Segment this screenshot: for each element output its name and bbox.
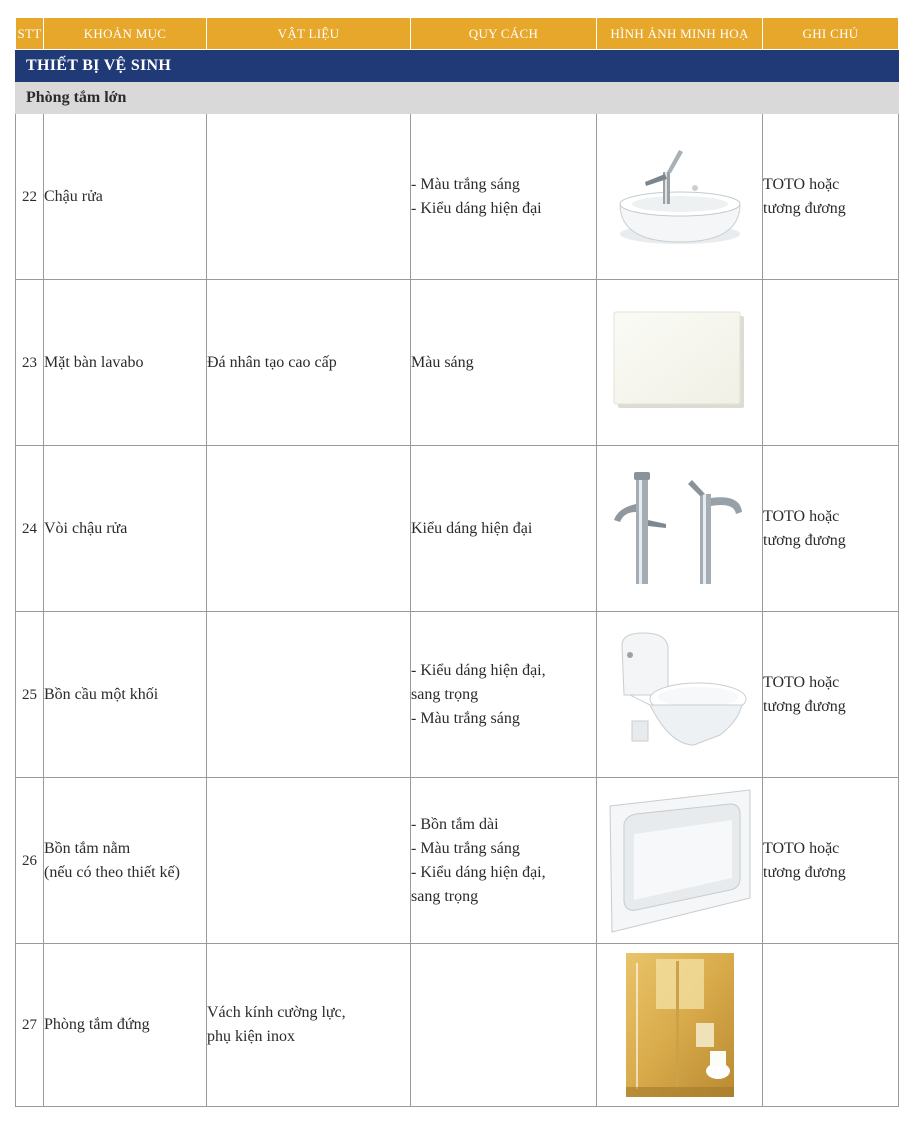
rows.4.note-line: TOTO hoặc <box>763 839 840 857</box>
row-note <box>763 280 899 446</box>
shower-room-icon <box>626 1016 734 1033</box>
row-illustration <box>597 446 763 612</box>
row-stt: 22 <box>16 114 44 280</box>
rows.1.material-line: Đá nhân tạo cao cấp <box>207 353 337 371</box>
section-row <box>16 50 899 82</box>
rows.1.item-line: Mặt bàn lavabo <box>44 353 144 371</box>
rows.3.note-line: tương đương <box>763 697 846 715</box>
rows.0.spec-line: - Kiểu dáng hiện đại <box>411 199 542 217</box>
row-stt: 26 <box>16 778 44 944</box>
row-item <box>44 778 207 944</box>
table-row <box>16 612 899 778</box>
row-material <box>207 778 411 944</box>
header-item: KHOẢN MỤC <box>44 18 207 50</box>
row-item <box>44 944 207 1107</box>
row-stt: 25 <box>16 612 44 778</box>
rows.3.note-line: TOTO hoặc <box>763 673 840 691</box>
bathtub-icon <box>606 851 754 868</box>
row-stt: 24 <box>16 446 44 612</box>
row-stt: 27 <box>16 944 44 1107</box>
row-note <box>763 778 899 944</box>
table-row <box>16 446 899 612</box>
header-material: VẬT LIỆU <box>207 18 411 50</box>
rows.5.item-line: Phòng tắm đứng <box>44 1016 150 1033</box>
rows.0.item-line: Chậu rửa <box>44 187 103 205</box>
rows.4.spec-line: - Bồn tắm dài <box>411 815 499 833</box>
rows.2.note-line: tương đương <box>763 531 846 549</box>
rows.4.spec-line: - Màu trắng sáng <box>411 839 520 857</box>
rows.4.spec-line: sang trọng <box>411 887 479 905</box>
row-note <box>763 612 899 778</box>
row-stt: 23 <box>16 280 44 446</box>
rows.1.spec-line: Màu sáng <box>411 353 474 371</box>
rows.5.material-line: phụ kiện inox <box>207 1028 295 1045</box>
toilet-icon <box>610 685 750 702</box>
row-illustration <box>597 778 763 944</box>
rows.4.note-line: tương đương <box>763 863 846 881</box>
rows.2.note-line: TOTO hoặc <box>763 507 840 525</box>
row-item <box>44 612 207 778</box>
row-material <box>207 612 411 778</box>
row-spec <box>411 778 597 944</box>
rows.3.item-line: Bồn cầu một khối <box>44 685 159 703</box>
washbasin-icon <box>615 187 745 204</box>
header-stt: STT <box>16 18 44 50</box>
row-spec <box>411 944 597 1107</box>
row-illustration <box>597 280 763 446</box>
rows.5.material-line: Vách kính cường lực, <box>207 1004 346 1021</box>
subsection-title: Phòng tắm lớn <box>16 82 899 114</box>
table-row <box>16 114 899 280</box>
row-material <box>207 280 411 446</box>
subsection-row <box>16 82 899 114</box>
header-illustration: HÌNH ẢNH MINH HOẠ <box>597 18 763 50</box>
row-item <box>44 280 207 446</box>
row-spec <box>411 446 597 612</box>
row-illustration <box>597 944 763 1107</box>
row-illustration <box>597 114 763 280</box>
rows.3.spec-line: - Màu trắng sáng <box>411 709 520 727</box>
row-material <box>207 446 411 612</box>
rows.2.spec-line: Kiểu dáng hiện đại <box>411 519 533 537</box>
table-row <box>16 944 899 1107</box>
rows.3.spec-line: sang trọng <box>411 685 479 703</box>
row-material <box>207 114 411 280</box>
rows.4.spec-line: - Kiểu dáng hiện đại, <box>411 863 546 881</box>
row-spec <box>411 114 597 280</box>
header-row <box>16 18 899 50</box>
row-material <box>207 944 411 1107</box>
row-spec <box>411 612 597 778</box>
row-spec <box>411 280 597 446</box>
row-note <box>763 944 899 1107</box>
header-spec: QUY CÁCH <box>411 18 597 50</box>
rows.2.item-line: Vòi chậu rửa <box>44 519 128 537</box>
header-note: GHI CHÚ <box>763 18 899 50</box>
stone-slab-icon <box>610 353 750 370</box>
section-title: THIẾT BỊ VỆ SINH <box>16 50 899 82</box>
row-note <box>763 446 899 612</box>
rows.0.note-line: tương đương <box>763 199 846 217</box>
rows.4.item-line: Bồn tắm nằm <box>44 839 131 857</box>
faucet-icon <box>610 519 750 536</box>
rows.3.spec-line: - Kiểu dáng hiện đại, <box>411 661 546 679</box>
row-note <box>763 114 899 280</box>
rows.4.item-line: (nếu có theo thiết kế) <box>44 863 180 881</box>
rows.0.spec-line: - Màu trắng sáng <box>411 175 520 193</box>
row-item <box>44 114 207 280</box>
table-row <box>16 778 899 944</box>
rows.0.note-line: TOTO hoặc <box>763 175 840 193</box>
row-illustration <box>597 612 763 778</box>
row-item <box>44 446 207 612</box>
table-row <box>16 280 899 446</box>
spec-table <box>15 17 899 1107</box>
